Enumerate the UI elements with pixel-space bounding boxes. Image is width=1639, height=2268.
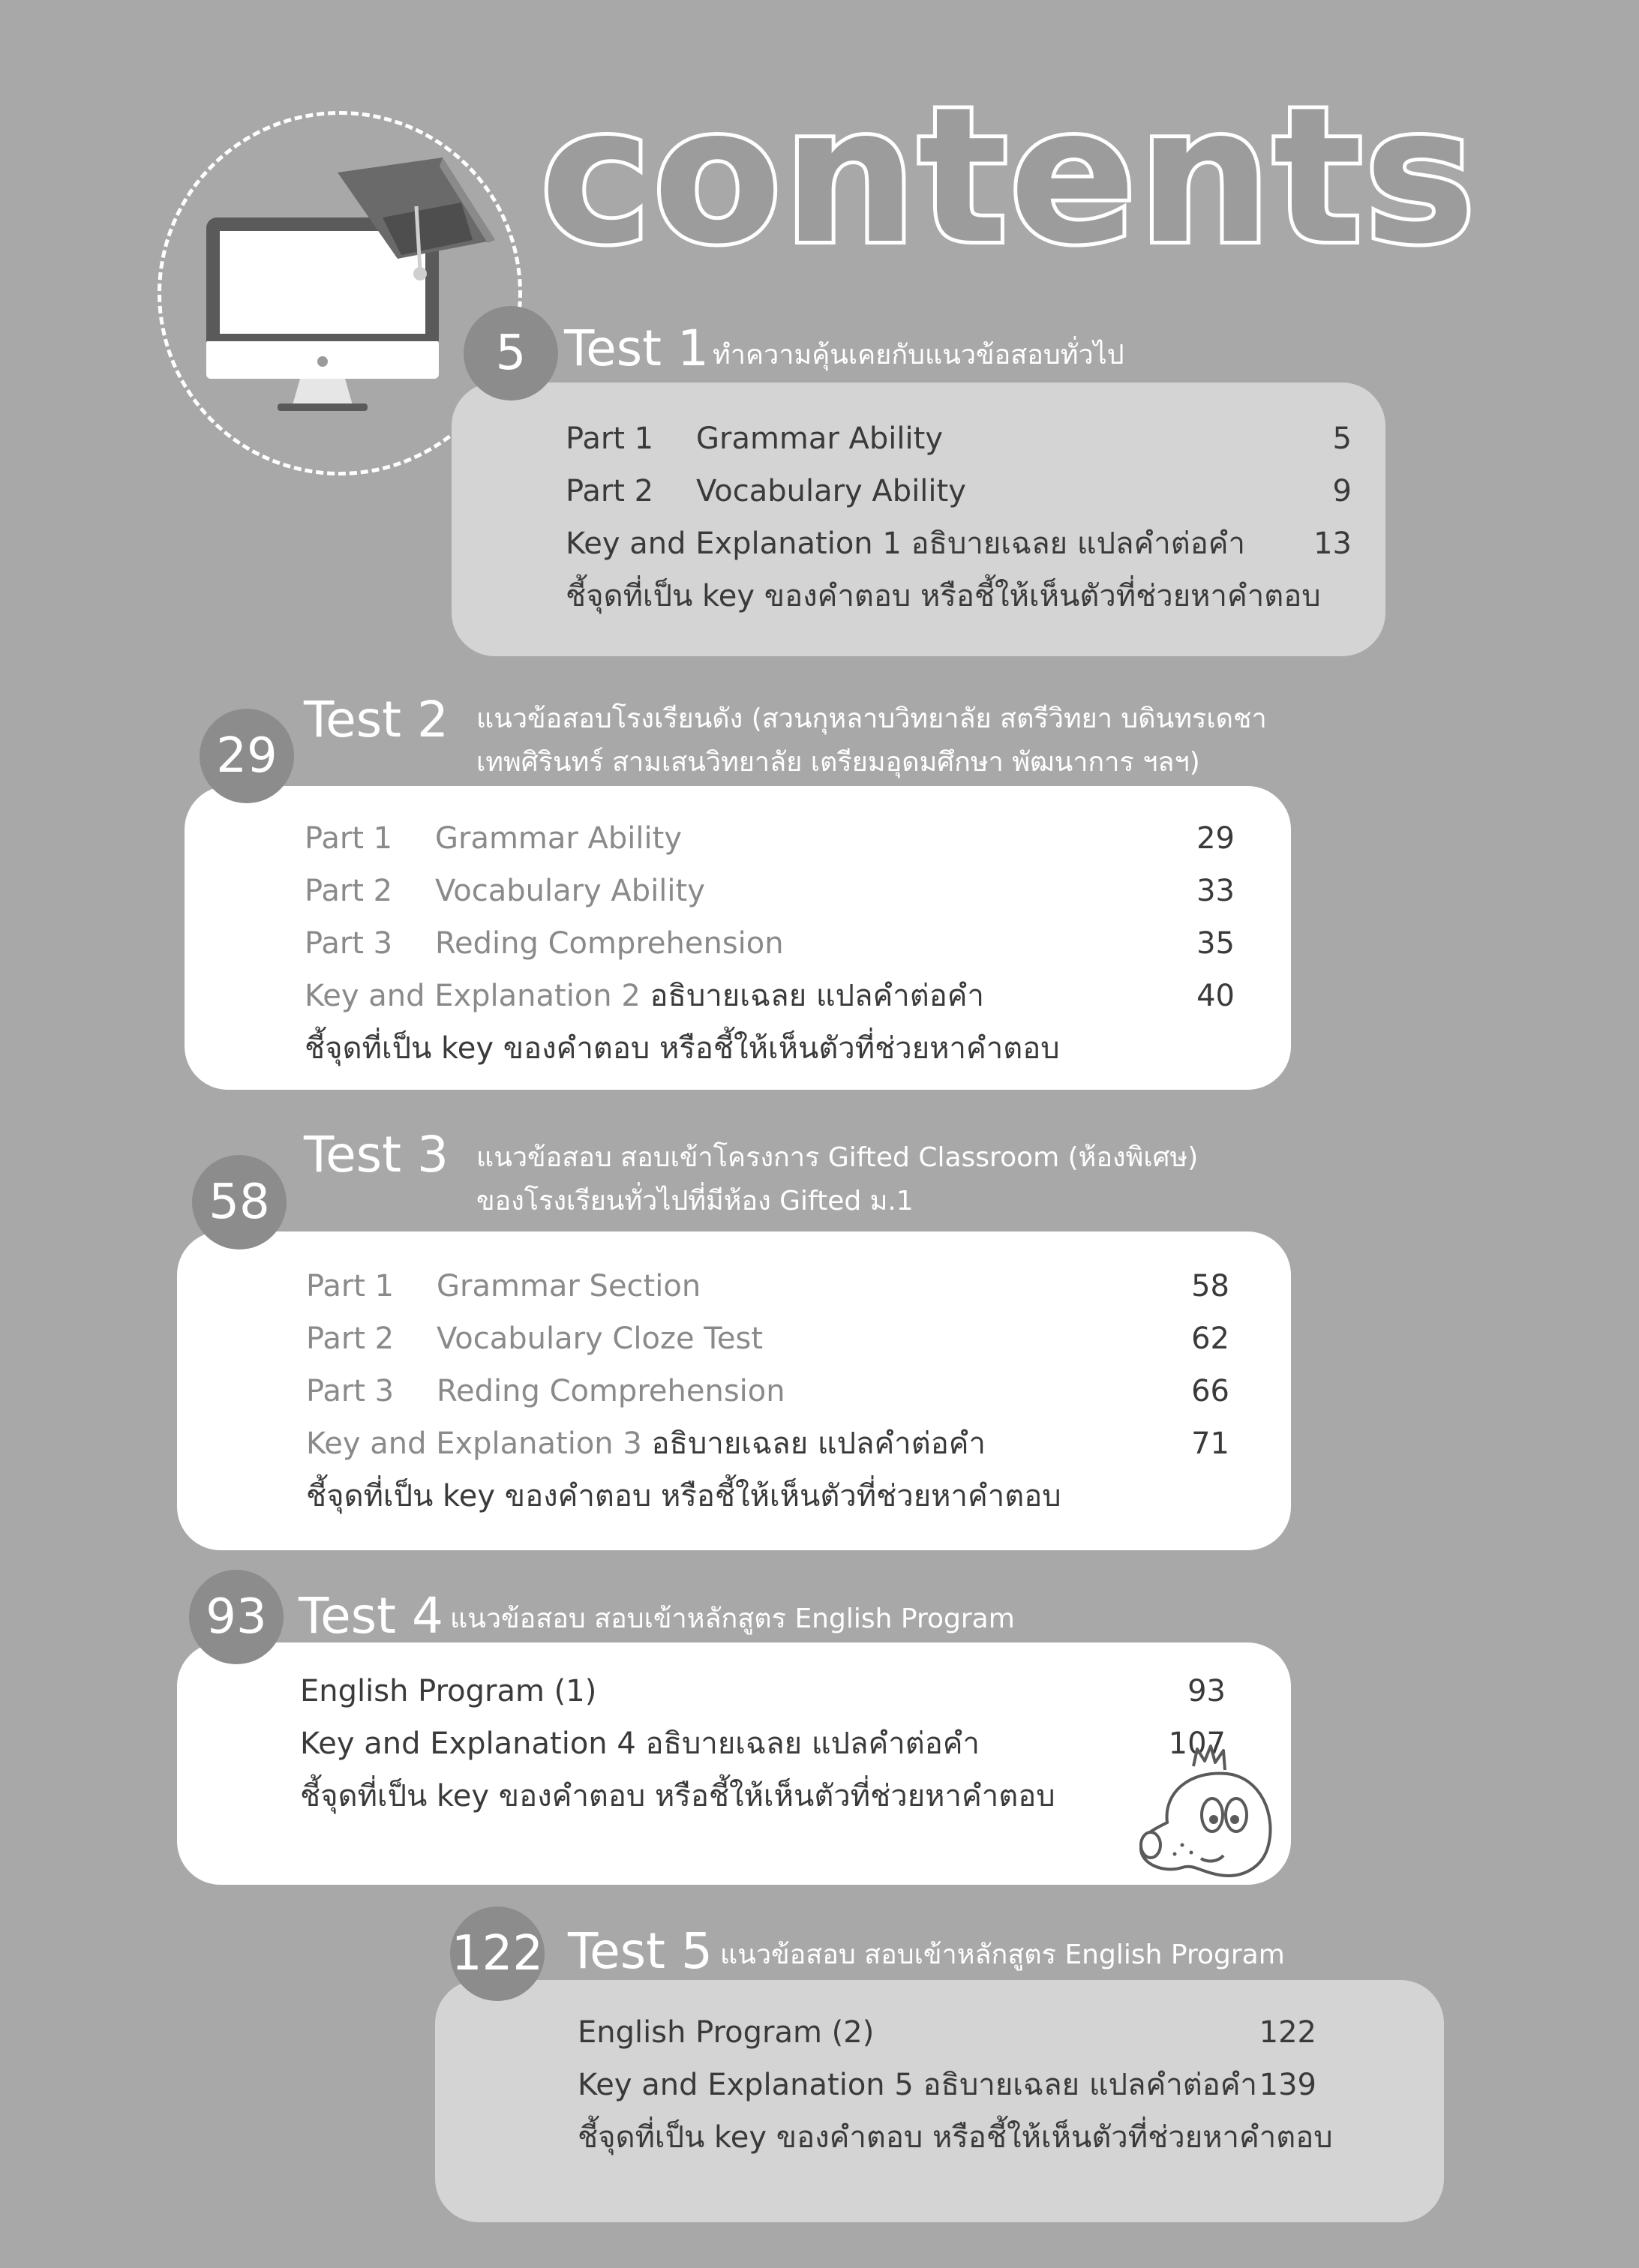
test-3-box xyxy=(177,1232,1291,1550)
test-4-row-3-name: ชี้จุดที่เป็น key ของคำตอบ หรือชี้ให้เห็นตัวที่ช่วยหาคำตอบ xyxy=(300,1779,1055,1814)
test-4-row-2-page: 107 xyxy=(1168,1726,1226,1761)
test-1-row-1-name: Grammar Ability xyxy=(696,422,944,456)
test-4-row-1-page: 93 xyxy=(1187,1674,1226,1708)
test-2-row-2-page: 33 xyxy=(1196,874,1235,908)
test-2-box xyxy=(185,786,1291,1090)
test-2-title: Test 2 xyxy=(304,691,449,748)
test-5-start-page-badge: 122 xyxy=(450,1906,545,2001)
test-2-row-4-page: 40 xyxy=(1196,979,1235,1013)
test-5-row-2-page: 139 xyxy=(1259,2068,1316,2102)
test-4-row-1-name: English Program (1) xyxy=(300,1674,597,1708)
test-2-row-3-part: Part 3 xyxy=(305,926,393,961)
test-4-row-2-name: Key and Explanation 4 อธิบายเฉลย แปลคำต่อคำ xyxy=(300,1726,980,1761)
test-2-row-4-name-en: Key and Explanation 2 xyxy=(305,979,641,1013)
test-4-subtitle: แนวข้อสอบ สอบเข้าหลักสูตร English Program xyxy=(450,1604,1015,1634)
test-5-subtitle: แนวข้อสอบ สอบเข้าหลักสูตร English Program xyxy=(720,1940,1285,1970)
test-2-row-1-part: Part 1 xyxy=(305,821,393,856)
test-3-row-1-page: 58 xyxy=(1191,1269,1229,1304)
test-2-row-2-name: Vocabulary Ability xyxy=(435,874,705,908)
test-3-row-4-page: 71 xyxy=(1191,1426,1229,1461)
test-5-row-1-name: English Program (2) xyxy=(578,2015,875,2050)
test-1-subtitle: ทำความคุ้นเคยกับแนวข้อสอบทั่วไป xyxy=(713,340,1124,370)
test-3-row-2-page: 62 xyxy=(1191,1322,1229,1356)
test-1-box xyxy=(452,382,1385,656)
test-1-row-2-part: Part 2 xyxy=(566,474,654,508)
cartoon-dog-icon xyxy=(1122,1740,1287,1882)
test-1-row-4-name: ชี้จุดที่เป็น key ของคำตอบ หรือชี้ให้เห็นตัวที่ช่วยหาคำตอบ xyxy=(566,579,1321,614)
test-4-box xyxy=(177,1642,1291,1885)
test-2-subtitle-line-1: แนวข้อสอบโรงเรียนดัง (สวนกุหลาบวิทยาลัย สตรีวิทยา บดินทรเดชา xyxy=(476,704,1267,734)
test-1-row-1-part: Part 1 xyxy=(566,422,654,456)
test-3-start-page-badge: 58 xyxy=(192,1155,287,1250)
test-5-title: Test 5 xyxy=(568,1922,713,1980)
test-3-row-2-part: Part 2 xyxy=(306,1322,395,1356)
test-1-start-page-badge: 5 xyxy=(464,306,558,400)
test-2-row-1-page: 29 xyxy=(1196,821,1235,856)
test-2-row-3-page: 35 xyxy=(1196,926,1235,961)
test-4-start-page-badge: 93 xyxy=(189,1570,284,1664)
test-3-row-4-name-en: Key and Explanation 3 xyxy=(306,1426,642,1461)
test-1-row-2-name: Vocabulary Ability xyxy=(696,474,966,508)
test-1-title: Test 1 xyxy=(564,320,709,377)
test-3-row-5-name: ชี้จุดที่เป็น key ของคำตอบ หรือชี้ให้เห็นตัวที่ช่วยหาคำตอบ xyxy=(306,1479,1061,1514)
test-3-row-1-name: Grammar Section xyxy=(437,1269,701,1304)
test-3-subtitle-line-2: ของโรงเรียนทั่วไปที่มีห้อง Gifted ม.1 xyxy=(476,1186,914,1216)
test-1-row-3-name: Key and Explanation 1 อธิบายเฉลย แปลคำต่อคำ xyxy=(566,526,1245,561)
test-3-title: Test 3 xyxy=(304,1126,449,1184)
test-3-row-1-part: Part 1 xyxy=(306,1269,395,1304)
test-4-title: Test 4 xyxy=(299,1587,443,1645)
test-1-row-2-page: 9 xyxy=(1332,474,1352,508)
test-2-subtitle-line-2: เทพศิรินทร์ สามเสนวิทยาลัย เตรียมอุดมศึกษา พัฒนาการ ฯลฯ) xyxy=(476,747,1200,778)
test-2-row-4-name xyxy=(305,970,984,1022)
test-2-row-2-part: Part 2 xyxy=(305,874,393,908)
test-2-row-5-name: ชี้จุดที่เป็น key ของคำตอบ หรือชี้ให้เห็นตัวที่ช่วยหาคำตอบ xyxy=(305,1031,1060,1066)
test-5-row-2-name: Key and Explanation 5 อธิบายเฉลย แปลคำต่อคำ xyxy=(578,2068,1257,2102)
test-2-row-3-name: Reding Comprehension xyxy=(435,926,784,961)
test-3-row-4-name-th: อธิบายเฉลย แปลคำต่อคำ xyxy=(651,1426,986,1461)
test-5-box xyxy=(435,1980,1444,2222)
test-1-row-3-page: 13 xyxy=(1313,526,1352,561)
test-5-row-3-name: ชี้จุดที่เป็น key ของคำตอบ หรือชี้ให้เห็นตัวที่ช่วยหาคำตอบ xyxy=(578,2120,1333,2155)
test-2-start-page-badge: 29 xyxy=(200,709,294,803)
test-5-row-1-page: 122 xyxy=(1259,2015,1316,2050)
page-title: contents xyxy=(540,67,1478,285)
test-3-subtitle-line-1: แนวข้อสอบ สอบเข้าโครงการ Gifted Classroom (ห้องพิเศษ) xyxy=(476,1142,1199,1173)
graduation-cap-icon xyxy=(330,150,503,300)
test-2-row-4-name-th: อธิบายเฉลย แปลคำต่อคำ xyxy=(650,979,984,1013)
test-3-row-4-name xyxy=(306,1418,986,1470)
test-3-row-3-name: Reding Comprehension xyxy=(437,1374,785,1408)
test-3-row-3-page: 66 xyxy=(1191,1374,1229,1408)
test-2-row-1-name: Grammar Ability xyxy=(435,821,683,856)
test-3-row-3-part: Part 3 xyxy=(306,1374,395,1408)
test-1-row-1-page: 5 xyxy=(1332,422,1352,456)
test-3-row-2-name: Vocabulary Cloze Test xyxy=(437,1322,764,1356)
